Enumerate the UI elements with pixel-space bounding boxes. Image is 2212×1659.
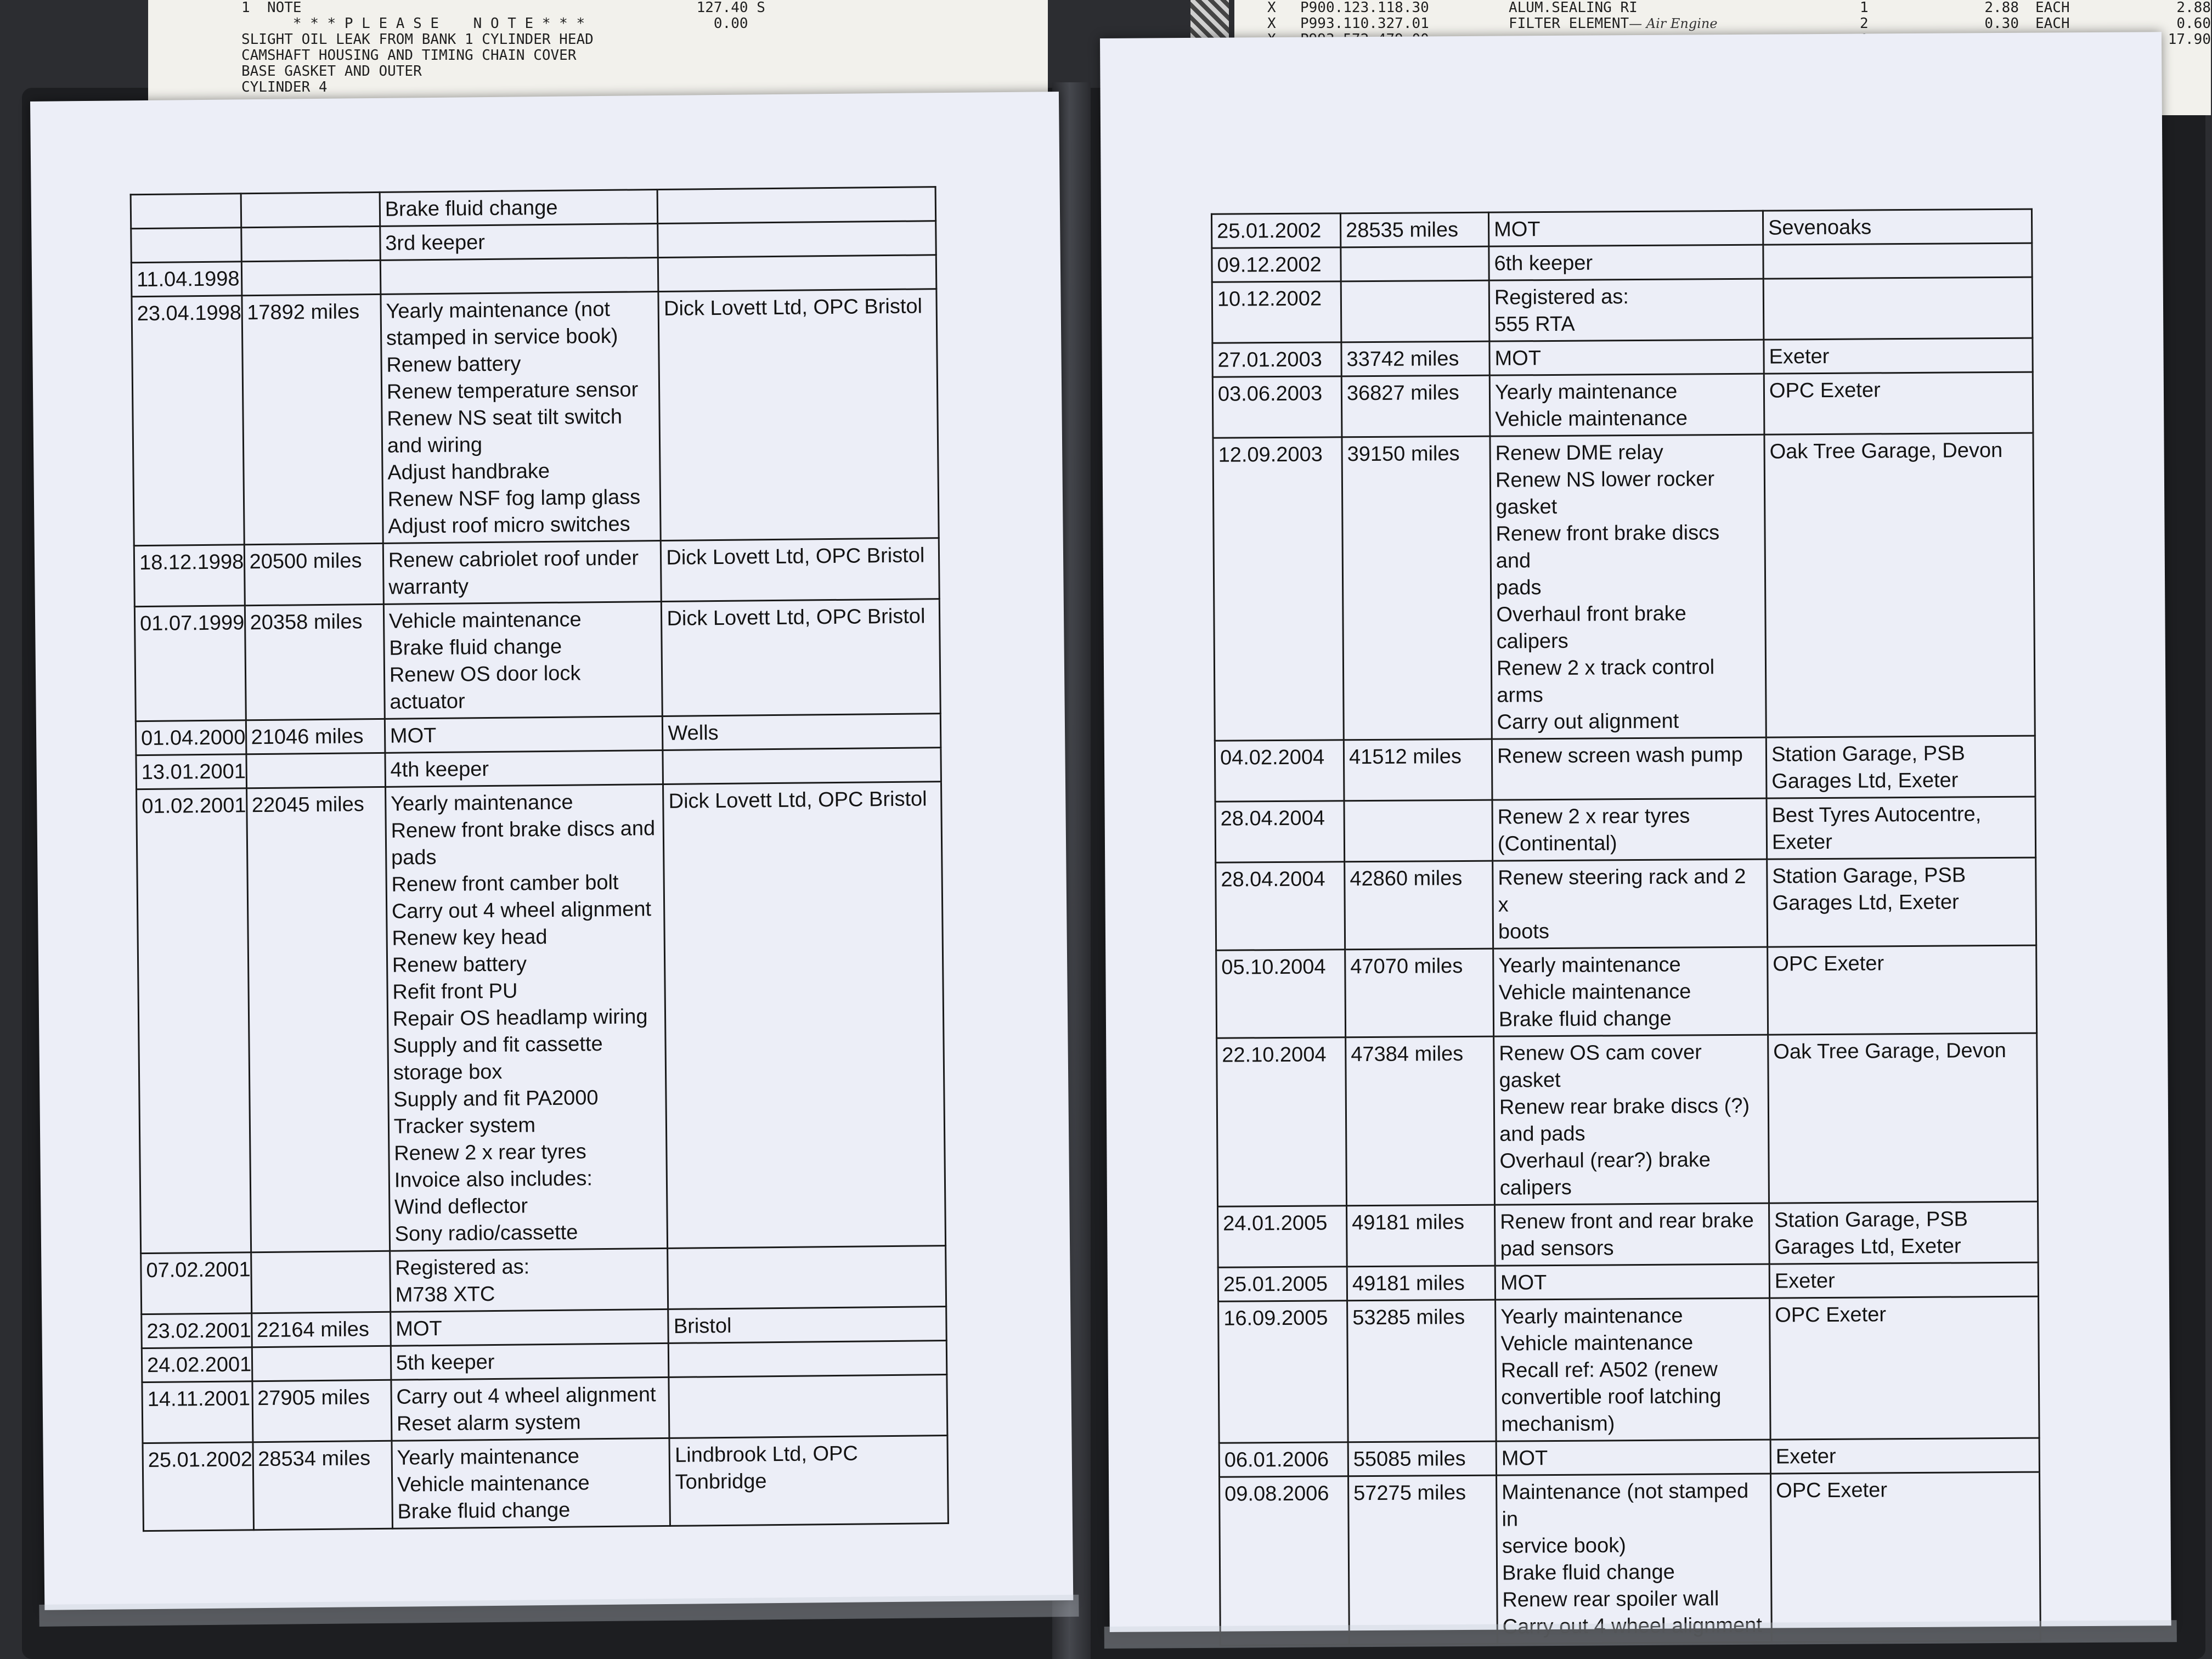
- work-line: Renew front camber bolt: [391, 871, 619, 896]
- invoice-line: CAMSHAFT HOUSING AND TIMING CHAIN COVER: [241, 47, 577, 64]
- cell-date: 01.07.1999: [134, 606, 246, 721]
- work-line: Renew 2 x track control arms: [1496, 656, 1715, 707]
- work-line: MOT: [1500, 1271, 1547, 1295]
- cell-date: 01.02.2001: [137, 788, 251, 1254]
- cell-place: OPC Exeter: [1771, 1472, 2041, 1642]
- cell-work: [390, 1248, 668, 1312]
- cell-place: [1763, 243, 2032, 279]
- cell-work: [391, 1309, 669, 1346]
- work-line: Maintenance (not stamped in: [1502, 1479, 1749, 1531]
- work-line: pad sensors: [1500, 1237, 1614, 1261]
- cell-place: Lindbrook Ltd, OPC Tonbridge: [669, 1436, 948, 1526]
- cell-work: [391, 1377, 670, 1441]
- cell-date: 27.01.2003: [1212, 342, 1341, 377]
- table-row: [1218, 1201, 2039, 1267]
- invoice-total: 17.90: [2168, 31, 2211, 48]
- cell-miles: [251, 1251, 390, 1313]
- cell-date: 01.04.2000: [136, 720, 246, 755]
- invoice-part: P900.123.118.30: [1300, 0, 1429, 16]
- cell-place: [669, 1341, 947, 1378]
- work-line: Carry out 4 wheel alignment: [396, 1383, 656, 1409]
- cell-place: [658, 255, 936, 292]
- cell-miles: 36827 miles: [1341, 375, 1490, 437]
- invoice-desc: [1509, 0, 1860, 16]
- work-line: Registered as:: [1494, 285, 1629, 309]
- work-line: Renew 2 x rear tyres: [394, 1140, 586, 1165]
- work-line: calipers: [1496, 629, 1568, 653]
- cell-miles: [1344, 800, 1493, 862]
- cell-miles: 49181 miles: [1347, 1205, 1496, 1267]
- work-line: Yearly maintenance: [397, 1444, 580, 1470]
- cell-miles: [241, 226, 380, 261]
- cell-date: 16.09.2005: [1218, 1301, 1348, 1443]
- invoice-mark: X: [1267, 0, 1276, 16]
- cell-miles: 42860 miles: [1345, 861, 1493, 950]
- invoice-qty: 1: [1860, 0, 1869, 16]
- cell-work: [1489, 279, 1764, 341]
- cell-date: 25.01.2002: [1211, 213, 1340, 248]
- cell-work: [385, 784, 668, 1251]
- cell-miles: [241, 192, 380, 227]
- work-line: Brake fluid change: [385, 196, 558, 221]
- cell-date: [131, 194, 241, 229]
- cell-miles: 57275 miles: [1348, 1475, 1498, 1645]
- cell-place: Bristol: [668, 1307, 946, 1344]
- table-row: [1211, 209, 2032, 248]
- work-line: gasket: [1496, 495, 1558, 519]
- cell-date: 13.01.2001: [136, 754, 246, 789]
- work-line: Renew front brake discs and: [391, 817, 656, 843]
- work-line: Yearly maintenance: [1500, 1304, 1683, 1329]
- table-row: [1217, 1033, 2038, 1206]
- cell-place: OPC Exeter: [1770, 1296, 2040, 1440]
- work-line: (Continental): [1497, 832, 1617, 856]
- left-page: [30, 92, 1073, 1610]
- work-line: Repair OS headlamp wiring: [392, 1005, 648, 1031]
- invoice-line: BASE GASKET AND OUTER: [241, 63, 422, 80]
- cell-work: [1488, 211, 1763, 246]
- invoice-line: 1 NOTE 127.40 S: [241, 0, 765, 16]
- cell-date: 28.04.2004: [1215, 801, 1345, 862]
- cell-date: 11.04.1998: [131, 262, 241, 297]
- work-line: 6th keeper: [1494, 251, 1593, 275]
- cell-date: [131, 228, 241, 263]
- work-line: Renew NS seat tilt switch: [387, 405, 623, 431]
- work-line: Renew key head: [392, 926, 548, 950]
- table-row: [1212, 243, 2032, 282]
- cell-work: [1496, 1440, 1770, 1475]
- cell-date: 22.10.2004: [1217, 1037, 1347, 1206]
- work-line: Renew screen wash pump: [1497, 743, 1743, 768]
- cell-place: Station Garage, PSB Garages Ltd, Exeter: [1766, 736, 2035, 798]
- cell-work: [1489, 245, 1763, 280]
- table-row: [1213, 433, 2035, 741]
- invoice-total: 2.88: [2176, 0, 2211, 16]
- cell-date: 05.10.2004: [1216, 950, 1346, 1038]
- cell-date: 12.09.2003: [1213, 437, 1344, 741]
- table-row: [1216, 857, 2036, 950]
- work-line: Renew steering rack and 2 x: [1498, 865, 1746, 917]
- invoice-row: [1234, 16, 2211, 32]
- cell-work: [1495, 1264, 1769, 1300]
- invoice-qty: 2: [1860, 15, 1869, 32]
- work-line: Renew NSF fog lamp glass: [387, 486, 641, 511]
- cell-work: [1497, 1474, 1772, 1644]
- work-line: convertible roof latching: [1501, 1385, 1722, 1409]
- table-row: [1212, 372, 2033, 438]
- cell-miles: [241, 260, 381, 295]
- work-line: Renew battery: [386, 352, 521, 377]
- invoice-line: * * * P L E A S E N O T E * * * 0.00: [241, 15, 748, 32]
- cell-place: Oak Tree Garage, Devon: [1764, 433, 2035, 737]
- cell-miles: 20358 miles: [245, 604, 385, 720]
- cell-miles: 21046 miles: [246, 719, 385, 754]
- work-line: Yearly maintenance: [1494, 380, 1678, 404]
- cell-work: [1496, 1298, 1771, 1441]
- table-row: [1215, 736, 2035, 802]
- cell-place: OPC Exeter: [1764, 372, 2033, 435]
- cell-place: Exeter: [1770, 1438, 2039, 1474]
- cell-work: [1490, 435, 1766, 739]
- service-history-table-left: [130, 186, 949, 1532]
- work-line: Refit front PU: [392, 979, 518, 1004]
- invoice-price: 0.30: [1984, 15, 2019, 32]
- work-line: Vehicle maintenance: [1500, 1331, 1694, 1356]
- work-line: and wiring: [387, 433, 483, 458]
- cell-miles: 55085 miles: [1348, 1441, 1496, 1476]
- cell-place: Sevenoaks: [1763, 209, 2032, 245]
- cell-miles: [246, 753, 385, 788]
- table-row: [134, 538, 939, 607]
- work-line: Carry out alignment: [1497, 709, 1679, 734]
- cell-date: 24.02.2001: [142, 1347, 252, 1383]
- work-line: actuator: [390, 690, 465, 714]
- cell-date: 07.02.2001: [141, 1252, 252, 1314]
- work-line: Reset alarm system: [396, 1410, 581, 1436]
- cell-place: Best Tyres Autocentre, Exeter: [1767, 797, 2036, 859]
- right-page: [1100, 32, 2171, 1639]
- cell-place: [663, 748, 941, 785]
- cell-work: [380, 190, 658, 227]
- work-line: Vehicle maintenance: [1495, 407, 1688, 431]
- work-line: Renew OS cam cover gasket: [1499, 1041, 1702, 1092]
- work-line: Yearly maintenance: [390, 791, 573, 816]
- work-line: MOT: [396, 1317, 442, 1341]
- work-line: pads: [1496, 576, 1542, 600]
- work-line: MOT: [1501, 1447, 1548, 1470]
- cell-date: 04.02.2004: [1215, 740, 1344, 802]
- table-row: [142, 1375, 947, 1443]
- work-line: mechanism): [1501, 1412, 1615, 1436]
- work-line: Renew DME relay: [1495, 441, 1663, 465]
- cell-miles: 17892 miles: [241, 294, 383, 544]
- cell-place: Dick Lovett Ltd, OPC Bristol: [662, 599, 941, 716]
- cell-work: [381, 292, 661, 544]
- work-line: Vehicle maintenance: [388, 608, 582, 633]
- work-line: Renew cabriolet roof under: [388, 546, 639, 572]
- work-line: and pads: [1499, 1122, 1585, 1146]
- work-line: pads: [391, 845, 437, 870]
- cell-work: [383, 601, 663, 719]
- work-line: 555 RTA: [1494, 312, 1575, 336]
- cell-miles: [1341, 280, 1489, 342]
- cell-miles: 22045 miles: [246, 787, 390, 1252]
- work-line: Renew temperature sensor: [386, 378, 639, 404]
- cell-date: 18.12.1998: [134, 545, 245, 607]
- work-line: Recall ref: A502 (renew: [1500, 1358, 1718, 1383]
- work-line: Brake fluid change: [1502, 1560, 1675, 1585]
- work-line: Vehicle maintenance: [397, 1471, 590, 1497]
- work-line: Renew rear spoiler wall: [1502, 1587, 1719, 1612]
- work-line: Brake fluid change: [1498, 1007, 1672, 1031]
- work-line: Tracker system: [393, 1114, 536, 1138]
- work-line: MOT: [390, 724, 437, 748]
- invoice-unit: EACH: [2035, 15, 2070, 32]
- work-line: stamped in service book): [386, 324, 618, 350]
- cell-date: 10.12.2002: [1212, 281, 1341, 343]
- work-line: MOT: [1494, 218, 1541, 241]
- work-line: Renew OS door lock: [389, 662, 581, 687]
- invoice-line: SLIGHT OIL LEAK FROM BANK 1 CYLINDER HEAD: [241, 31, 594, 48]
- table-row: [1219, 1438, 2039, 1477]
- cell-miles: 27905 miles: [252, 1380, 391, 1442]
- invoice-part: P993.110.327.01: [1300, 15, 1429, 32]
- work-line: Carry out 4 wheel alignment: [1502, 1613, 1762, 1639]
- table-row: [1212, 277, 2033, 343]
- cell-date: 09.08.2006: [1220, 1476, 1350, 1645]
- table-row: [137, 782, 946, 1254]
- cell-place: [669, 1375, 947, 1438]
- work-line: 3rd keeper: [385, 231, 486, 255]
- work-line: Renew front and rear brake: [1500, 1209, 1754, 1234]
- cell-place: Oak Tree Garage, Devon: [1768, 1033, 2038, 1203]
- work-line: Renew rear brake discs (?): [1499, 1094, 1750, 1119]
- work-line: Brake fluid change: [397, 1498, 571, 1523]
- cell-date: 28.04.2004: [1216, 862, 1345, 950]
- work-line: Sony radio/cassette: [394, 1221, 578, 1246]
- cell-miles: 28534 miles: [252, 1441, 392, 1530]
- work-line: Registered as:: [395, 1255, 530, 1280]
- cell-work: [1489, 340, 1764, 375]
- work-line: Supply and fit cassette: [393, 1032, 603, 1058]
- table-row: [132, 289, 939, 546]
- cell-date: 09.12.2002: [1212, 247, 1341, 282]
- cell-miles: 22164 miles: [251, 1312, 391, 1347]
- cell-date: 25.01.2005: [1218, 1267, 1347, 1301]
- invoice-row: [1234, 0, 2211, 16]
- cell-place: Dick Lovett Ltd, OPC Bristol: [658, 289, 939, 541]
- cell-work: [380, 258, 658, 295]
- invoice-desc-text: FILTER ELEMENT: [1509, 15, 1629, 32]
- table-row: [1218, 1296, 2040, 1443]
- cell-place: Dick Lovett Ltd, OPC Bristol: [661, 538, 940, 602]
- cell-miles: 53285 miles: [1347, 1300, 1497, 1442]
- work-line: Yearly maintenance: [1498, 953, 1681, 978]
- work-line: Overhaul (rear?) brake: [1499, 1148, 1711, 1173]
- work-line: Renew 2 x rear tyres: [1497, 804, 1690, 829]
- table-row: [1220, 1472, 2041, 1645]
- work-line: storage box: [393, 1060, 503, 1085]
- work-line: Overhaul front brake: [1496, 602, 1686, 627]
- work-line: Adjust roof micro switches: [388, 512, 630, 538]
- invoice-desc-text: ALUM.SEALING RI: [1509, 0, 1638, 16]
- cell-miles: 41512 miles: [1344, 739, 1492, 801]
- work-line: boots: [1498, 920, 1550, 944]
- table-row: [1218, 1262, 2038, 1301]
- invoice-unit: EACH: [2035, 0, 2070, 16]
- cell-work: [1495, 1203, 1770, 1266]
- table-row: [143, 1436, 948, 1531]
- cell-miles: 47070 miles: [1345, 949, 1494, 1037]
- cell-miles: 49181 miles: [1347, 1266, 1495, 1301]
- invoice-total: 0.60: [2176, 15, 2211, 32]
- invoice-mark: X: [1267, 15, 1276, 32]
- table-body: [131, 187, 948, 1531]
- invoice-price: 2.88: [1984, 0, 2019, 16]
- work-line: Adjust handbrake: [387, 459, 550, 484]
- cell-date: 24.01.2005: [1218, 1206, 1347, 1267]
- cell-place: Station Garage, PSB Garages Ltd, Exeter: [1767, 857, 2036, 947]
- cell-place: [668, 1246, 946, 1310]
- work-line: Renew battery: [392, 952, 527, 977]
- work-line: Carry out 4 wheel alignment: [391, 898, 652, 923]
- cell-work: [1493, 859, 1768, 949]
- work-line: service book): [1502, 1534, 1626, 1558]
- work-line: calipers: [1499, 1176, 1572, 1200]
- cell-place: Exeter: [1764, 338, 2033, 374]
- cell-date: 23.02.2001: [142, 1313, 252, 1348]
- handwritten-note: — Air Engine: [1629, 16, 1718, 31]
- cell-miles: 47384 miles: [1346, 1036, 1495, 1206]
- cell-place: [1763, 277, 2033, 340]
- cell-place: Exeter: [1769, 1262, 2038, 1298]
- cell-date: 03.06.2003: [1212, 376, 1342, 438]
- table-row: [134, 599, 940, 721]
- cell-miles: [252, 1346, 391, 1381]
- work-line: Brake fluid change: [389, 635, 562, 660]
- cell-work: [1489, 374, 1764, 436]
- table-row: [1215, 797, 2036, 862]
- table-row: [1216, 945, 2037, 1038]
- cell-date: 23.04.1998: [132, 296, 244, 546]
- table-body: [1211, 209, 2040, 1645]
- cell-place: [658, 221, 936, 258]
- work-line: Invoice also includes:: [394, 1167, 593, 1192]
- work-line: Supply and fit PA2000: [393, 1086, 599, 1111]
- cell-work: [1494, 1035, 1769, 1205]
- cell-work: [1493, 947, 1768, 1036]
- cell-place: [657, 187, 935, 224]
- work-line: 4th keeper: [390, 758, 489, 782]
- work-line: Vehicle maintenance: [1498, 980, 1691, 1005]
- cell-work: [380, 224, 658, 261]
- table-row: [141, 1246, 946, 1314]
- cell-date: 25.01.2002: [143, 1442, 253, 1531]
- invoice-line: CYLINDER 4: [241, 79, 328, 95]
- cell-miles: 33742 miles: [1341, 341, 1489, 376]
- work-line: Renew front brake discs and: [1496, 521, 1720, 573]
- work-line: M738 XTC: [395, 1282, 495, 1307]
- cell-work: [1492, 737, 1767, 800]
- work-line: Wind deflector: [394, 1194, 528, 1219]
- cell-place: OPC Exeter: [1768, 945, 2037, 1035]
- cell-work: [385, 716, 663, 753]
- cell-work: [391, 1343, 669, 1380]
- cell-work: [385, 750, 663, 787]
- work-line: warranty: [388, 575, 469, 599]
- cell-work: [392, 1438, 670, 1528]
- work-line: Yearly maintenance (not: [386, 297, 611, 323]
- cell-miles: 28535 miles: [1340, 212, 1488, 247]
- cell-place: Wells: [663, 714, 941, 751]
- cell-place: Dick Lovett Ltd, OPC Bristol: [663, 782, 946, 1249]
- invoice-desc: [1509, 16, 1860, 32]
- service-history-table-right: [1211, 208, 2041, 1646]
- work-line: 5th keeper: [396, 1350, 495, 1375]
- cell-place: Station Garage, PSB Garages Ltd, Exeter: [1769, 1201, 2038, 1264]
- cell-miles: [1341, 246, 1489, 281]
- table-row: [1212, 338, 2033, 377]
- cell-date: 06.01.2006: [1219, 1442, 1348, 1477]
- work-line: MOT: [1494, 347, 1542, 370]
- cell-miles: 39150 miles: [1342, 436, 1492, 740]
- cell-miles: 20500 miles: [244, 543, 383, 605]
- cell-work: [383, 541, 662, 605]
- cell-date: 14.11.2001: [142, 1381, 253, 1443]
- cell-work: [1492, 798, 1767, 861]
- work-line: Renew NS lower rocker: [1495, 467, 1715, 492]
